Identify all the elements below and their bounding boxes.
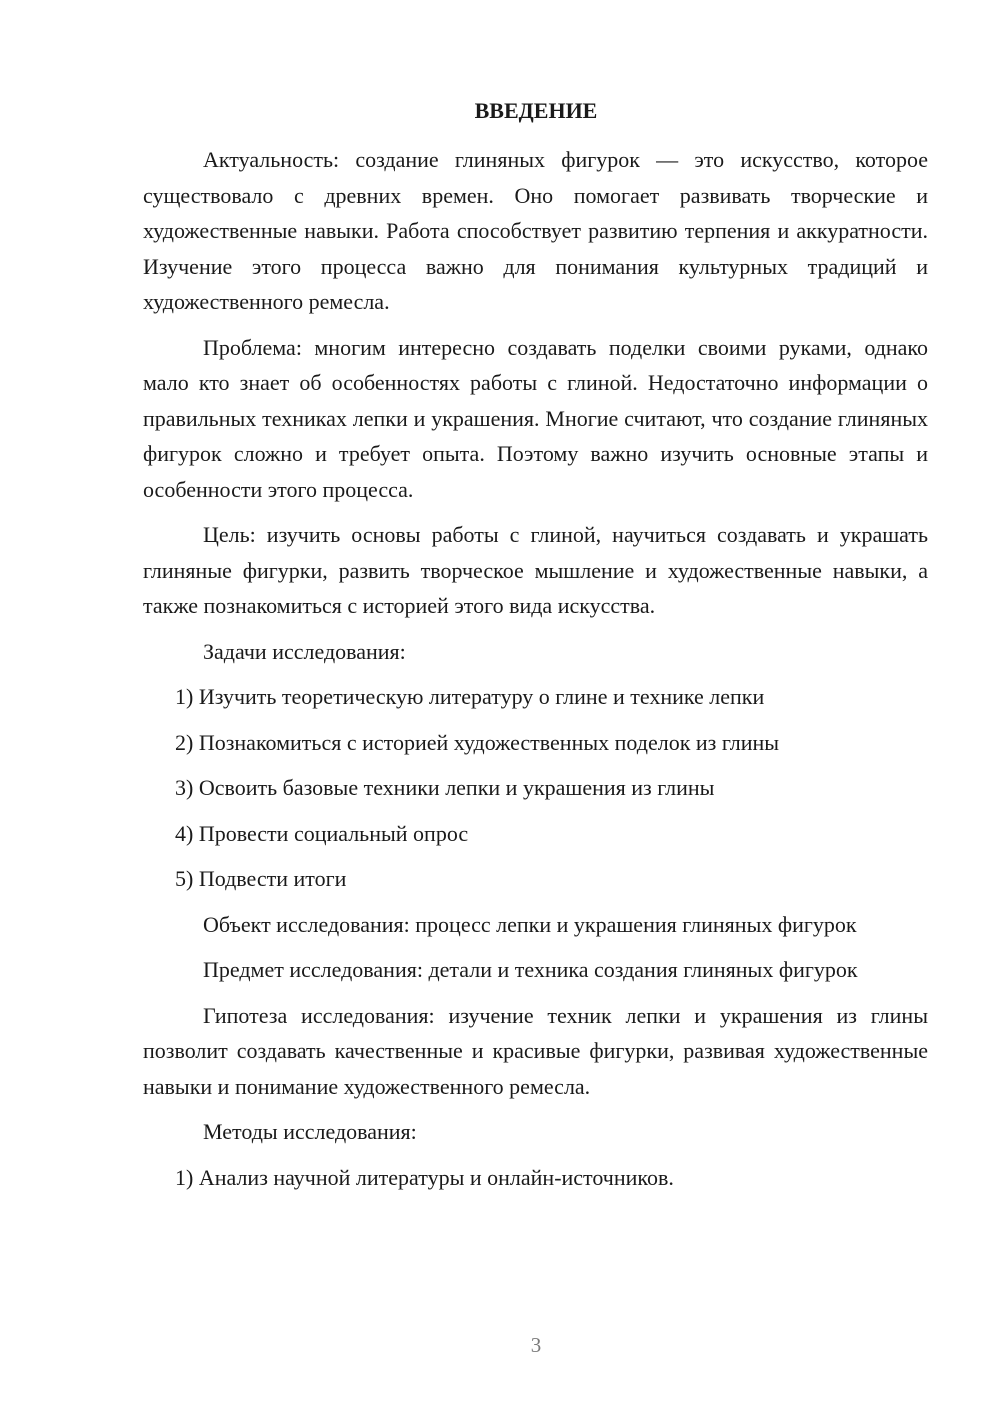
document-body — [143, 142, 928, 1205]
object-paragraph: Объект исследования: процесс лепки и украшения глиняных фигурок — [203, 911, 857, 937]
tasks-heading: Задачи исследования: — [203, 638, 406, 664]
section-heading: ВВЕДЕНИЕ — [474, 98, 598, 123]
methods-heading: Методы исследования: — [203, 1119, 417, 1144]
relevance-paragraph: Актуальность: создание глиняных фигурок — это искусство, которое существовало с древних времен. Оно помогает развивать творческие и художественные навыки. Работа способствует развитию терпения и аккуратности. Изучение этого процесса важно для понимания культурных традиций и художественного ремесла. — [143, 147, 928, 314]
method-item-1: 1) Анализ научной литературы и онлайн-источников. — [175, 1164, 674, 1190]
task-item-4: 4) Провести социальный опрос — [175, 820, 469, 846]
subject-paragraph: Предмет исследования: детали и техника создания глиняных фигурок — [203, 957, 858, 982]
task-item-3: 3) Освоить базовые техники лепки и украшения из глины — [175, 775, 715, 800]
page-number: 3 — [530, 1333, 542, 1357]
hypothesis-paragraph: Гипотеза исследования: изучение техник лепки и украшения из глины позволит создавать качественные и красивые фигурки, развивая художественные навыки и понимание художественного ремесла. — [143, 1002, 928, 1099]
problem-paragraph: Проблема: многим интересно создавать поделки своими руками, однако мало кто знает об особенностях работы с глиной. Недостаточно информации о правильных техниках лепки и украшения. Многие считают, что создание глиняных фигурок сложно и требует опыта. Поэтому важно изучить основные этапы и особенности этого процесса. — [143, 334, 928, 502]
task-item-1: 1) Изучить теоретическую литературу о глине и технике лепки — [175, 684, 765, 709]
task-item-5: 5) Подвести итоги — [175, 866, 347, 891]
goal-paragraph: Цель: изучить основы работы с глиной, научиться создавать и украшать глиняные фигурки, развить творческое мышление и художественные навыки, а также познакомиться с историей этого вида искусства. — [143, 522, 928, 618]
task-item-2: 2) Познакомиться с историей художественных поделок из глины — [175, 729, 780, 755]
